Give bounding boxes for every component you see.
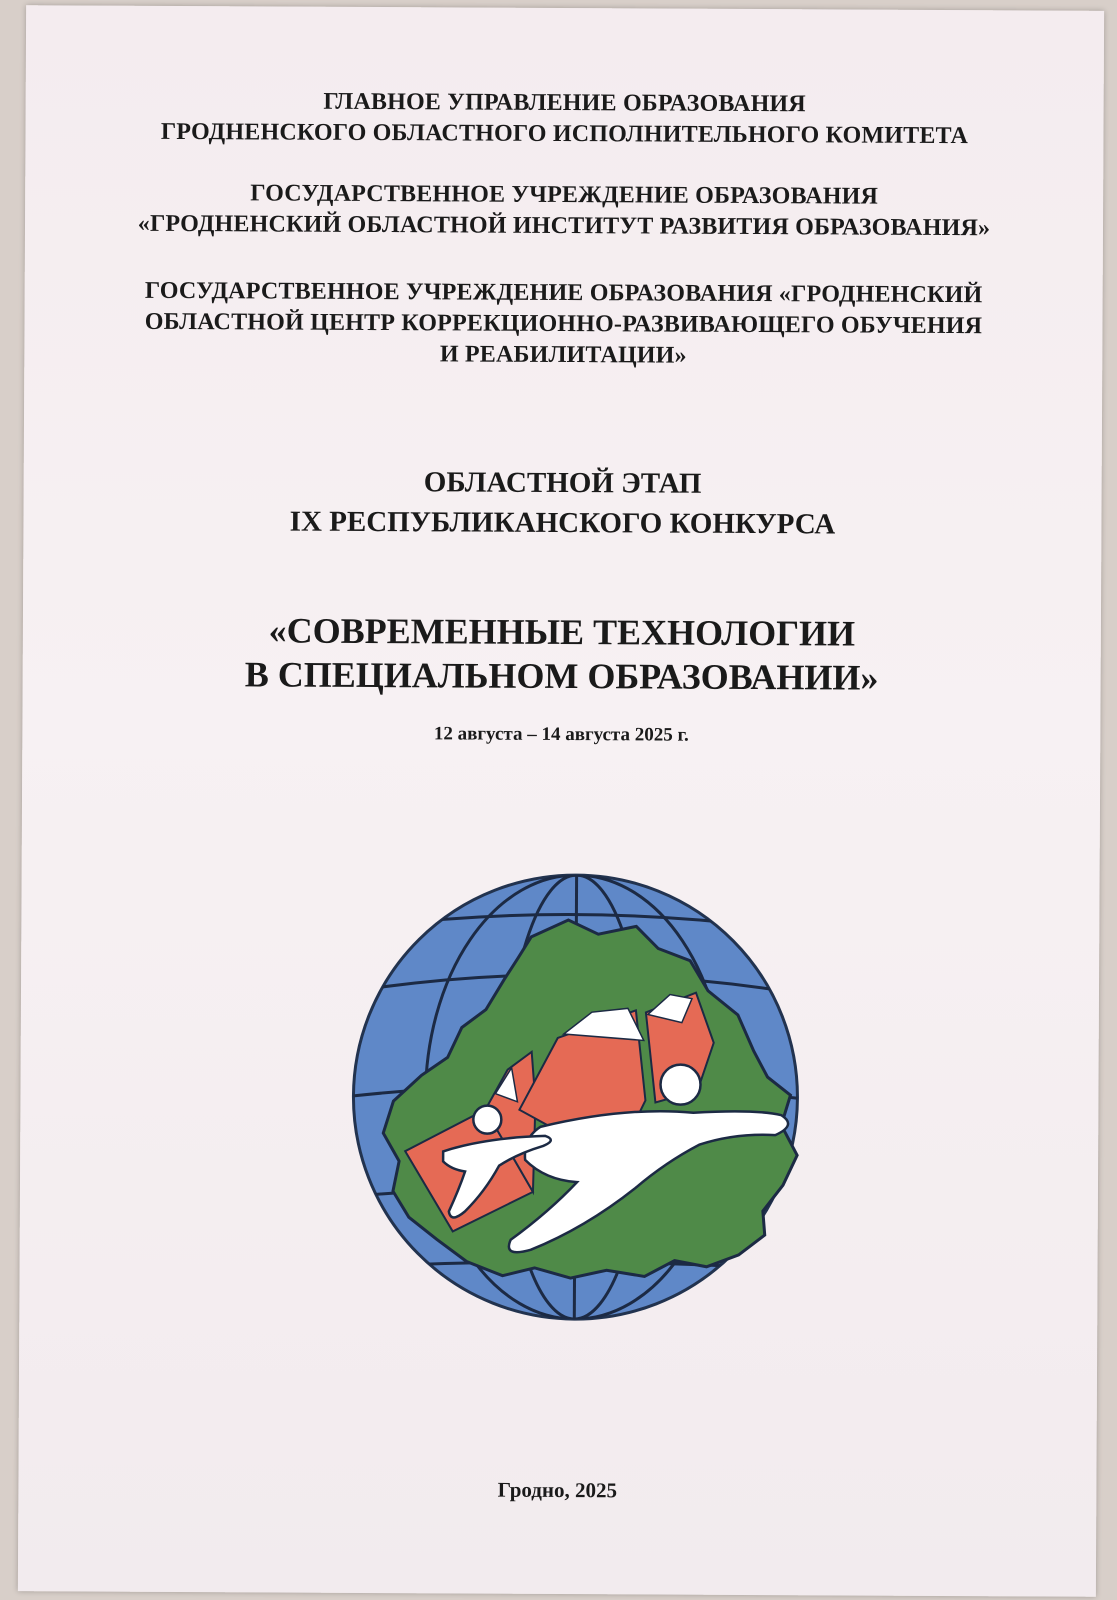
contest-title-line-2: В СПЕЦИАЛЬНОМ ОБРАЗОВАНИИ» [244,654,879,698]
child-figure-head [473,1106,501,1134]
stage-heading-line-1: ОБЛАСТНОЙ ЭТАП [423,466,702,500]
booklet-cover [18,5,1104,1597]
organization-3-line-2: ОБЛАСТНОЙ ЦЕНТР КОРРЕКЦИОННО-РАЗВИВАЮЩЕГО ОБУЧЕНИЯ [144,308,983,340]
organization-1 [25,85,1103,153]
adult-figure-head [660,1065,700,1105]
place-year: Гродно, 2025 [497,1477,618,1503]
organization-1-line-1: ГЛАВНОЕ УПРАВЛЕНИЕ ОБРАЗОВАНИЯ [323,88,806,118]
stage-heading-line-2: IX РЕСПУБЛИКАНСКОГО КОНКУРСА [289,505,836,541]
globe-belarus-books-hands-icon [334,861,817,1344]
organization-2-line-2: «ГРОДНЕНСКИЙ ОБЛАСТНОЙ ИНСТИТУТ РАЗВИТИЯ ОБРАЗОВАНИЯ» [137,210,991,242]
organization-2 [25,177,1103,245]
organization-1-line-2: ГРОДНЕНСКОГО ОБЛАСТНОГО ИСПОЛНИТЕЛЬНОГО КОМИТЕТА [160,118,969,150]
event-dates: 12 августа – 14 августа 2025 г. [433,723,689,746]
organization-3-line-3: И РЕАБИЛИТАЦИИ» [439,341,687,369]
organization-2-line-1: ГОСУДАРСТВЕННОЕ УЧРЕЖДЕНИЕ ОБРАЗОВАНИЯ [250,180,879,210]
stage-heading [23,460,1101,546]
organization-3 [24,275,1102,374]
contest-title-line-1: «СОВРЕМЕННЫЕ ТЕХНОЛОГИИ [268,610,856,654]
contest-title [23,607,1101,701]
organization-3-line-1: ГОСУДАРСТВЕННОЕ УЧРЕЖДЕНИЕ ОБРАЗОВАНИЯ «ГРОДНЕНСКИЙ [144,277,983,309]
